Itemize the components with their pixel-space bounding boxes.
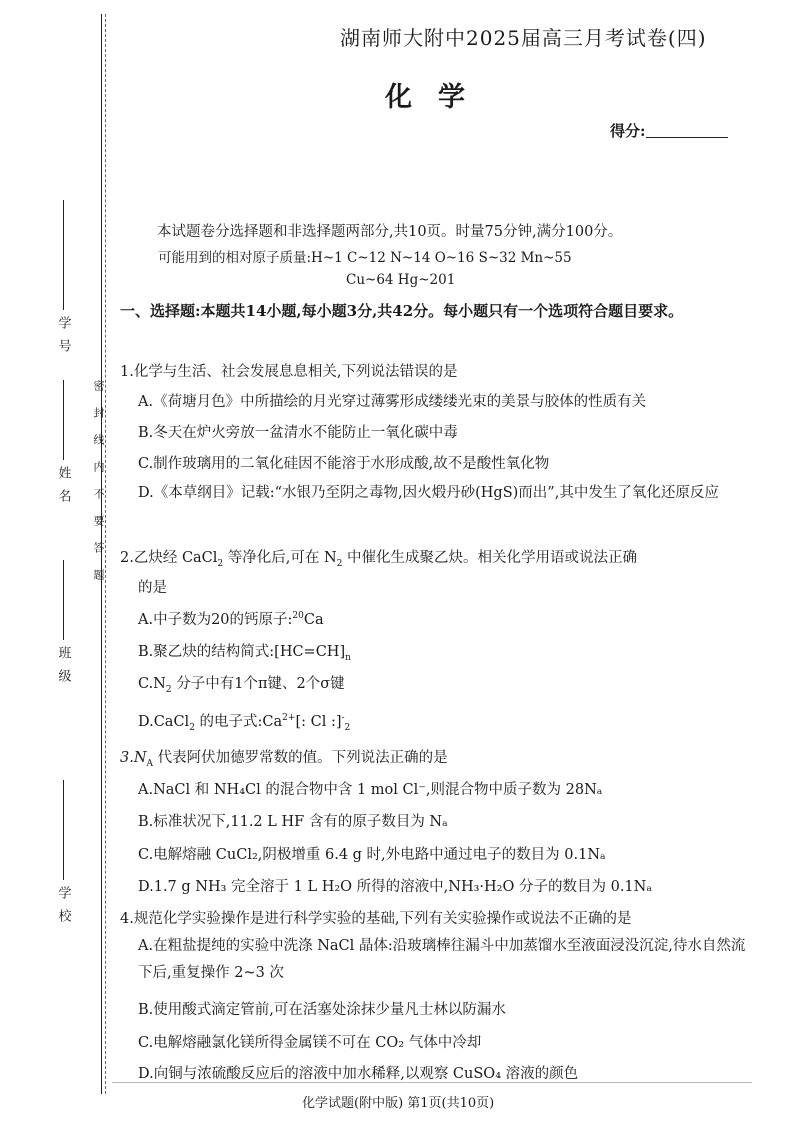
field-label-student-number: 学号 xyxy=(55,316,71,362)
score-label: 得分: xyxy=(610,122,646,140)
footer-rule xyxy=(112,1082,752,1083)
score-blank[interactable] xyxy=(646,123,728,138)
q3-stem: $3.N_A$ 代表阿伏加德罗常数的值。下列说法正确的是 xyxy=(120,750,448,769)
q4-option-b: B.使用酸式滴定管前,可在活塞处涂抹少量凡士林以防漏水 xyxy=(138,1002,506,1018)
q2-option-a: A.中子数为20的钙原子:$^{20}$Ca xyxy=(138,611,324,628)
score-field xyxy=(610,120,728,141)
q1-option-b: B.冬天在炉火旁放一盆清水不能防止一氧化碳中毒 xyxy=(138,425,458,441)
field-name xyxy=(50,380,76,512)
binding-margin xyxy=(0,0,112,1123)
q2-stem: 2.乙炔经 CaCl$_2$ 等净化后,可在 $N_2$ 中催化生成聚乙炔。相关化学用语或说法正确 xyxy=(120,550,638,569)
q4-stem: 4.规范化学实验操作是进行科学实验的基础,下列有关实验操作或说法不正确的是 xyxy=(120,911,632,927)
student-number-blank[interactable] xyxy=(63,200,64,310)
q4-option-c: C.电解熔融氯化镁所得金属镁不可在 CO₂ 气体中冷却 xyxy=(138,1035,482,1051)
field-label-name: 姓名 xyxy=(55,466,71,512)
seal-note: 密封线内不要答题 xyxy=(92,380,105,596)
field-label-class: 班级 xyxy=(55,646,71,692)
exam-title: 湖南师大附中2025届高三月考试卷(四) xyxy=(340,26,707,50)
name-blank[interactable] xyxy=(63,380,64,460)
q3-option-c: C.电解熔融 CuCl₂,阴极增重 6.4 g 时,外电路中通过电子的数目为 0.1Nₐ xyxy=(138,847,606,863)
q1-option-c: C.制作玻璃用的二氧化硅因不能溶于水形成酸,故不是酸性氧化物 xyxy=(138,456,550,472)
page-footer: 化学试题(附中版) 第1页(共10页) xyxy=(302,1096,495,1111)
q2-option-b: B.聚乙炔的结构简式$:[HC=CH]_n$ xyxy=(138,644,351,663)
q1-stem: 1.化学与生活、社会发展息息相关,下列说法错误的是 xyxy=(120,364,458,380)
q3-option-b: B.标准状况下,11.2 L HF 含有的原子数目为 Nₐ xyxy=(138,814,448,830)
school-blank[interactable] xyxy=(63,780,64,880)
subject-title: 化学 xyxy=(385,82,491,113)
field-class xyxy=(50,560,76,692)
field-student-number xyxy=(50,200,76,362)
section-heading: 一、选择题:本题共14小题,每小题3分,共42分。每小题只有一个选项符合题目要求。 xyxy=(120,302,684,320)
q2-stem-end: 的是 xyxy=(138,580,167,596)
class-blank[interactable] xyxy=(63,560,64,640)
q4-option-a: A.在粗盐提纯的实验中洗涤 NaCl 晶体:沿玻璃棒往漏斗中加蒸馏水至液面浸没沉淀,待水自然流下后,重复操作 2~3 次 xyxy=(138,938,746,981)
q1-option-a: A.《荷塘月色》中所描绘的月光穿过薄雾形成缕缕光束的美景与胶体的性质有关 xyxy=(138,394,647,410)
intro-line-2: 可能用到的相对原子质量:H~1 C~12 N~14 O~16 S~32 Mn~55 xyxy=(158,250,572,266)
q2-option-d: D.CaCl$_2$ 的电子式$:Ca^{2+}$[: Cl $:]^-_2$ xyxy=(138,713,351,733)
q4-option-d: D.向铜与浓硫酸反应后的溶液中加水稀释,以观察 CuSO₄ 溶液的颜色 xyxy=(138,1066,579,1082)
q3-option-a: A.NaCl 和 NH₄Cl 的混合物中含 1 mol Cl⁻,则混合物中质子数为 28Nₐ xyxy=(138,782,603,798)
q1-option-d: D.《本草纲目》记载:“水银乃至阴之毒物,因火煅丹砂(HgS)而出”,其中发生了氧化还原反应 xyxy=(138,485,719,501)
q3-option-d: D.1.7 g NH₃ 完全溶于 1 L H₂O 所得的溶液中,NH₃·H₂O 分子的数目为 0.1Nₐ xyxy=(138,879,652,895)
field-school xyxy=(50,780,76,932)
field-label-school: 学校 xyxy=(55,886,71,932)
q2-option-c: $C.N_2$ 分子中有1个π键、2个σ键 xyxy=(138,676,345,695)
intro-line-1: 本试题卷分选择题和非选择题两部分,共10页。时量75分钟,满分100分。 xyxy=(157,224,623,240)
intro-line-3: Cu~64 Hg~201 xyxy=(346,272,456,288)
